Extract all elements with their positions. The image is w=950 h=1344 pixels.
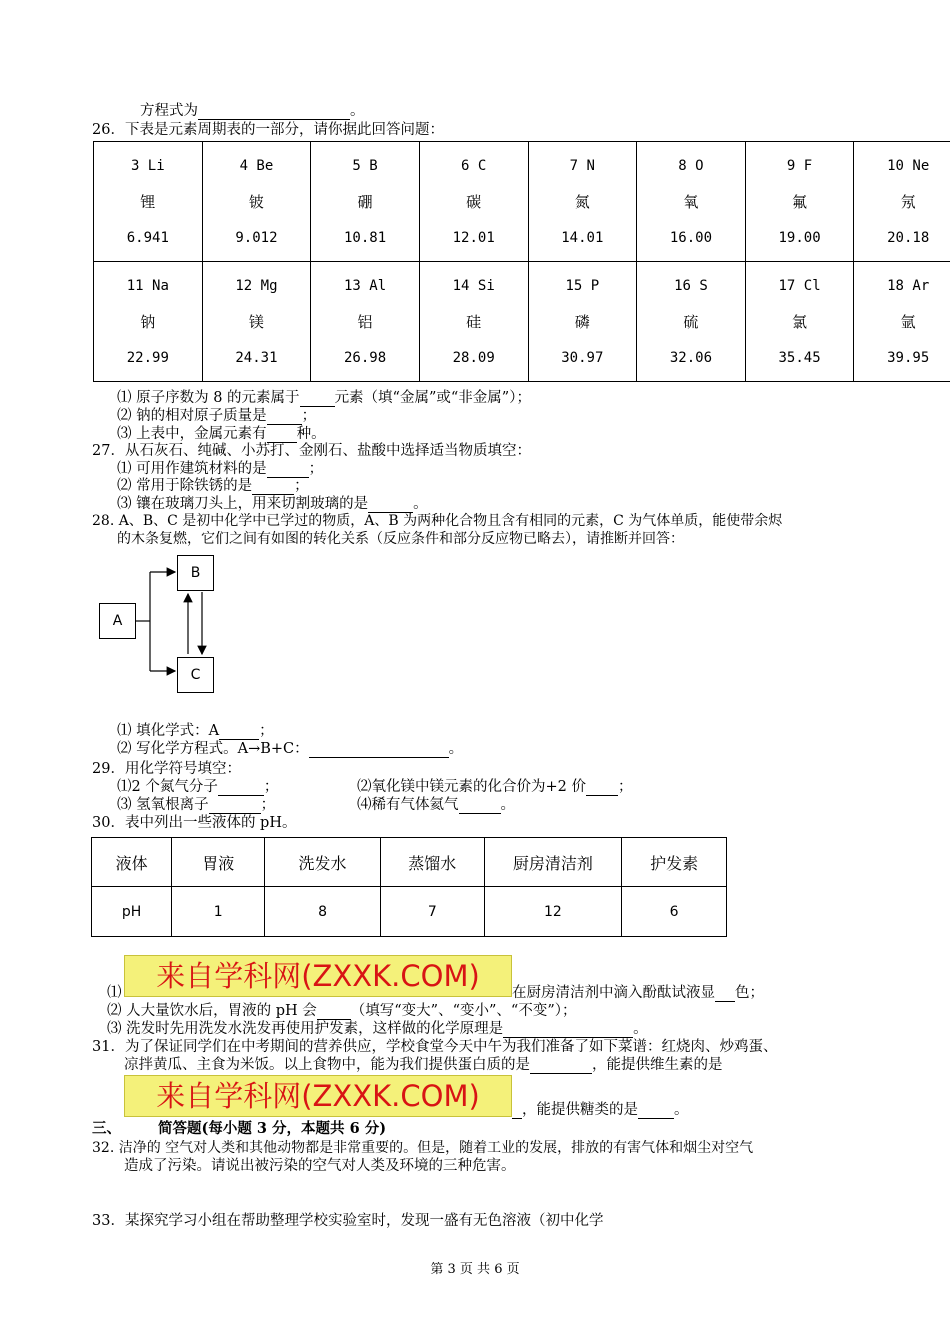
text: ；: [294, 478, 309, 494]
element-mass: 12.01: [452, 229, 495, 246]
element-name: 氟: [792, 192, 808, 211]
text: ⑶ 镶在玻璃刀头上，用来切割玻璃的是: [117, 496, 369, 512]
element-cell: [745, 142, 854, 262]
element-sym: 8 O: [678, 157, 704, 174]
q26-part1: [117, 389, 531, 407]
text: ⑴: [107, 985, 122, 1001]
section-number: 三、: [92, 1120, 121, 1137]
element-cell: [528, 142, 637, 262]
answer-blank[interactable]: [219, 724, 259, 740]
text: ；: [301, 408, 317, 424]
q26-part3: [117, 425, 326, 443]
text: 。: [674, 1102, 689, 1118]
table-row: [92, 887, 727, 937]
q29-part4: [357, 796, 515, 814]
table-header-cell: 洗发水: [265, 838, 381, 887]
element-mass: 39.95: [887, 349, 930, 366]
q30-part3: [107, 1020, 648, 1038]
text: 。: [448, 741, 464, 757]
answer-blank[interactable]: [459, 798, 501, 814]
element-name: 硫: [683, 312, 699, 331]
element-name: 硅: [466, 312, 482, 331]
answer-blank[interactable]: [209, 798, 261, 814]
answer-blank[interactable]: [503, 1022, 633, 1038]
answer-blank[interactable]: [638, 1103, 674, 1119]
element-sym: 3 Li: [130, 157, 165, 174]
element-mass: 35.45: [778, 349, 821, 366]
element-mass: 14.01: [561, 229, 604, 246]
q29-part1: [117, 778, 278, 796]
text: ，能提供维生素的是: [592, 1057, 723, 1073]
table-header-cell: 胃液: [172, 838, 265, 887]
answer-blank[interactable]: [267, 462, 309, 478]
table-row: [94, 262, 950, 382]
text: ⑴ 可用作建筑材料的是: [117, 461, 267, 477]
element-mass: 24.31: [235, 349, 278, 366]
answer-blank[interactable]: [267, 409, 302, 425]
table-header-cell: 液体: [92, 838, 172, 887]
element-sym: 5 B: [352, 157, 378, 174]
answer-blank[interactable]: [300, 391, 335, 407]
q30-part1-end: [512, 984, 764, 1002]
text: ⑵ 钠的相对原子质量是: [117, 408, 267, 424]
element-sym: 17 Cl: [778, 277, 821, 294]
element-mass: 9.012: [235, 229, 278, 246]
element-cell: [94, 262, 203, 382]
q30-stem: 30．表中列出一些液体的 pH。: [92, 815, 297, 831]
element-name: 氯: [792, 312, 808, 331]
element-mass: 28.09: [452, 349, 495, 366]
answer-blank[interactable]: [317, 1004, 351, 1020]
element-cell: [94, 142, 203, 262]
q30-part1: [107, 984, 122, 1002]
element-name: 磷: [574, 312, 590, 331]
section-title: 简答题(每小题 3 分，本题共 6 分): [158, 1120, 387, 1137]
table-header-cell: 蒸馏水: [380, 838, 484, 887]
text: ⑵ 常用于除铁锈的是: [117, 478, 253, 494]
element-sym: 16 S: [674, 277, 708, 294]
text: 凉拌黄瓜、主食为米饭。以上食物中，能为我们提供蛋白质的是: [124, 1057, 530, 1073]
answer-blank[interactable]: [368, 497, 413, 513]
watermark-banner: 来自学科网(ZXXK.COM): [124, 1075, 512, 1117]
element-sym: 12 Mg: [235, 277, 278, 294]
element-sym: 4 Be: [239, 157, 274, 174]
element-mass: 22.99: [126, 349, 169, 366]
element-sym: 9 F: [786, 157, 813, 174]
element-mass: 19.00: [778, 229, 821, 246]
answer-blank[interactable]: [309, 742, 449, 758]
element-cell: [745, 262, 854, 382]
element-mass: 20.18: [887, 229, 930, 246]
element-sym: 18 Ar: [887, 277, 930, 294]
element-sym: 7 N: [569, 157, 595, 174]
q29-part2: [357, 778, 632, 796]
q27-stem: 27．从石灰石、纯碱、小苏打、金刚石、盐酸中选择适当物质填空：: [92, 443, 531, 459]
box-a: A: [99, 603, 136, 639]
answer-blank[interactable]: [530, 1058, 592, 1074]
q26-stem: 26．下表是元素周期表的一部分，请你据此回答问题：: [92, 122, 444, 138]
q31-line1: 31．为了保证同学们在中考期间的营养供应，学校食堂今天中午为我们准备了如下菜谱：红烧肉、炒鸡蛋、: [92, 1039, 778, 1055]
table-cell: 6: [622, 887, 727, 937]
text: ⑵ 人大量饮水后，胃液的 pH 会: [107, 1003, 317, 1019]
text: （填写“变大”、“变小”、“不变”）；: [350, 1003, 577, 1019]
text: ⑴ 填化学式：A: [117, 723, 220, 739]
table-cell: pH: [92, 887, 172, 937]
table-header-cell: 厨房清洁剂: [484, 838, 621, 887]
element-sym: 14 Si: [452, 277, 495, 294]
text: 种。: [296, 426, 326, 442]
text: ；: [260, 797, 276, 813]
q27-part3: [117, 495, 428, 513]
q32-line1: 32. 洁净的 空气对人类和其他动物都是非常重要的。但是，随着工业的发展，排放的有害气体和烟尘对空气: [92, 1140, 754, 1156]
text: ⑴2 个氮气分子: [117, 779, 218, 795]
element-cell: [637, 142, 746, 262]
element-mass: 26.98: [343, 349, 387, 366]
element-cell: [202, 142, 311, 262]
answer-blank[interactable]: [715, 986, 735, 1002]
text: 方程式为: [140, 103, 198, 119]
element-sym: 15 P: [565, 277, 600, 294]
text: ⑵ 写化学方程式。A→B+C：: [117, 741, 309, 757]
element-cell: [419, 142, 528, 262]
box-b: B: [177, 555, 214, 591]
text: ⑵氧化镁中镁元素的化合价为+2 价: [357, 779, 586, 795]
q28-line2: 的木条复燃，它们之间有如图的转化关系（反应条件和部分反应物已略去），请推断并回答：: [117, 531, 684, 547]
table-row: [92, 838, 727, 887]
element-name: 氩: [900, 312, 916, 331]
q27-part2: [117, 477, 309, 495]
element-mass: 32.06: [669, 349, 713, 366]
table-cell: 1: [172, 887, 265, 937]
element-name: 氧: [683, 192, 699, 211]
q27-part1: [117, 460, 323, 478]
q33-line1: 33．某探究学习小组在帮助整理学校实验室时，发现一盛有无色溶液（初中化学: [92, 1213, 604, 1229]
q32-line2: 造成了污染。请说出被污染的空气对人类及环境的三种危害。: [124, 1158, 516, 1174]
q30-part2: [107, 1002, 577, 1020]
text: ；: [617, 779, 633, 795]
element-mass: 30.97: [561, 349, 604, 366]
element-sym: 13 Al: [343, 277, 387, 294]
element-mass: 16.00: [669, 229, 713, 246]
answer-blank[interactable]: [252, 479, 294, 495]
element-cell: [202, 262, 311, 382]
text: 。: [413, 496, 428, 512]
q31-line3: [512, 1101, 689, 1119]
text: 。: [500, 797, 515, 813]
text: 色；: [735, 985, 764, 1001]
text: ⑷稀有气体氦气: [357, 797, 459, 813]
answer-blank[interactable]: [586, 780, 618, 796]
text: ⑶ 洗发时先用洗发水洗发再使用护发素，这样做的化学原理是: [107, 1021, 504, 1037]
element-name: 镁: [248, 312, 264, 331]
text: ⑶ 氢氧根离子: [117, 797, 209, 813]
text: 元素（填“金属”或“非金属”）；: [334, 390, 531, 406]
element-name: 铝: [357, 312, 373, 331]
element-cell: [637, 262, 746, 382]
q29-stem: 29．用化学符号填空：: [92, 761, 241, 777]
element-sym: 11 Na: [126, 277, 169, 294]
element-sym: 10 Ne: [887, 157, 930, 174]
text: ，能提供糖类的是: [522, 1102, 638, 1118]
periodic-table: [93, 141, 950, 382]
answer-blank[interactable]: [218, 780, 264, 796]
table-cell: 12: [484, 887, 621, 937]
answer-blank[interactable]: [267, 427, 297, 443]
q31-line2: [124, 1056, 723, 1074]
table-cell: 8: [265, 887, 381, 937]
box-c: C: [177, 657, 214, 693]
table-cell: 7: [380, 887, 484, 937]
element-name: 硼: [357, 192, 373, 211]
element-mass: 10.81: [343, 229, 387, 246]
table-header-cell: 护发素: [622, 838, 727, 887]
prev-equation-line: 方程式为 。: [140, 103, 365, 119]
text: ；: [263, 779, 279, 795]
ph-table: [91, 837, 727, 937]
element-name: 锂: [140, 192, 156, 211]
element-mass: 6.941: [126, 229, 169, 246]
answer-blank[interactable]: [198, 104, 350, 120]
element-cell: [311, 142, 420, 262]
element-sym: 6 C: [461, 157, 487, 174]
text: ⑴ 原子序数为 8 的元素属于: [117, 390, 300, 406]
element-name: 氖: [900, 192, 916, 211]
q26-part2: [117, 407, 316, 425]
text: 。: [633, 1021, 648, 1037]
q28-line1: 28. A、B、C 是初中化学中已学过的物质，A、B 为两种化合物且含有相同的元素，C 为气体单质，能使带余烬: [92, 513, 783, 529]
text: ；: [308, 461, 324, 477]
element-name: 碳: [466, 192, 482, 211]
text: ；: [259, 723, 274, 739]
element-cell: [528, 262, 637, 382]
q29-part3: [117, 796, 275, 814]
text: ⑶ 上表中，金属元素有: [117, 426, 267, 442]
element-name: 铍: [248, 192, 264, 211]
element-name: 氮: [574, 192, 590, 211]
watermark-banner: 来自学科网(ZXXK.COM): [124, 955, 512, 997]
element-cell: [854, 142, 950, 262]
q28-part2: [117, 740, 463, 758]
text: 在厨房清洁剂中滴入酚酞试液显: [512, 985, 715, 1001]
element-cell: [311, 262, 420, 382]
element-cell: [854, 262, 950, 382]
q28-part1: [117, 722, 274, 740]
answer-blank[interactable]: [512, 1103, 522, 1119]
page-footer: 第 3 页 共 6 页: [430, 1262, 520, 1277]
element-name: 钠: [140, 312, 156, 331]
table-row: [94, 142, 950, 262]
element-cell: [419, 262, 528, 382]
